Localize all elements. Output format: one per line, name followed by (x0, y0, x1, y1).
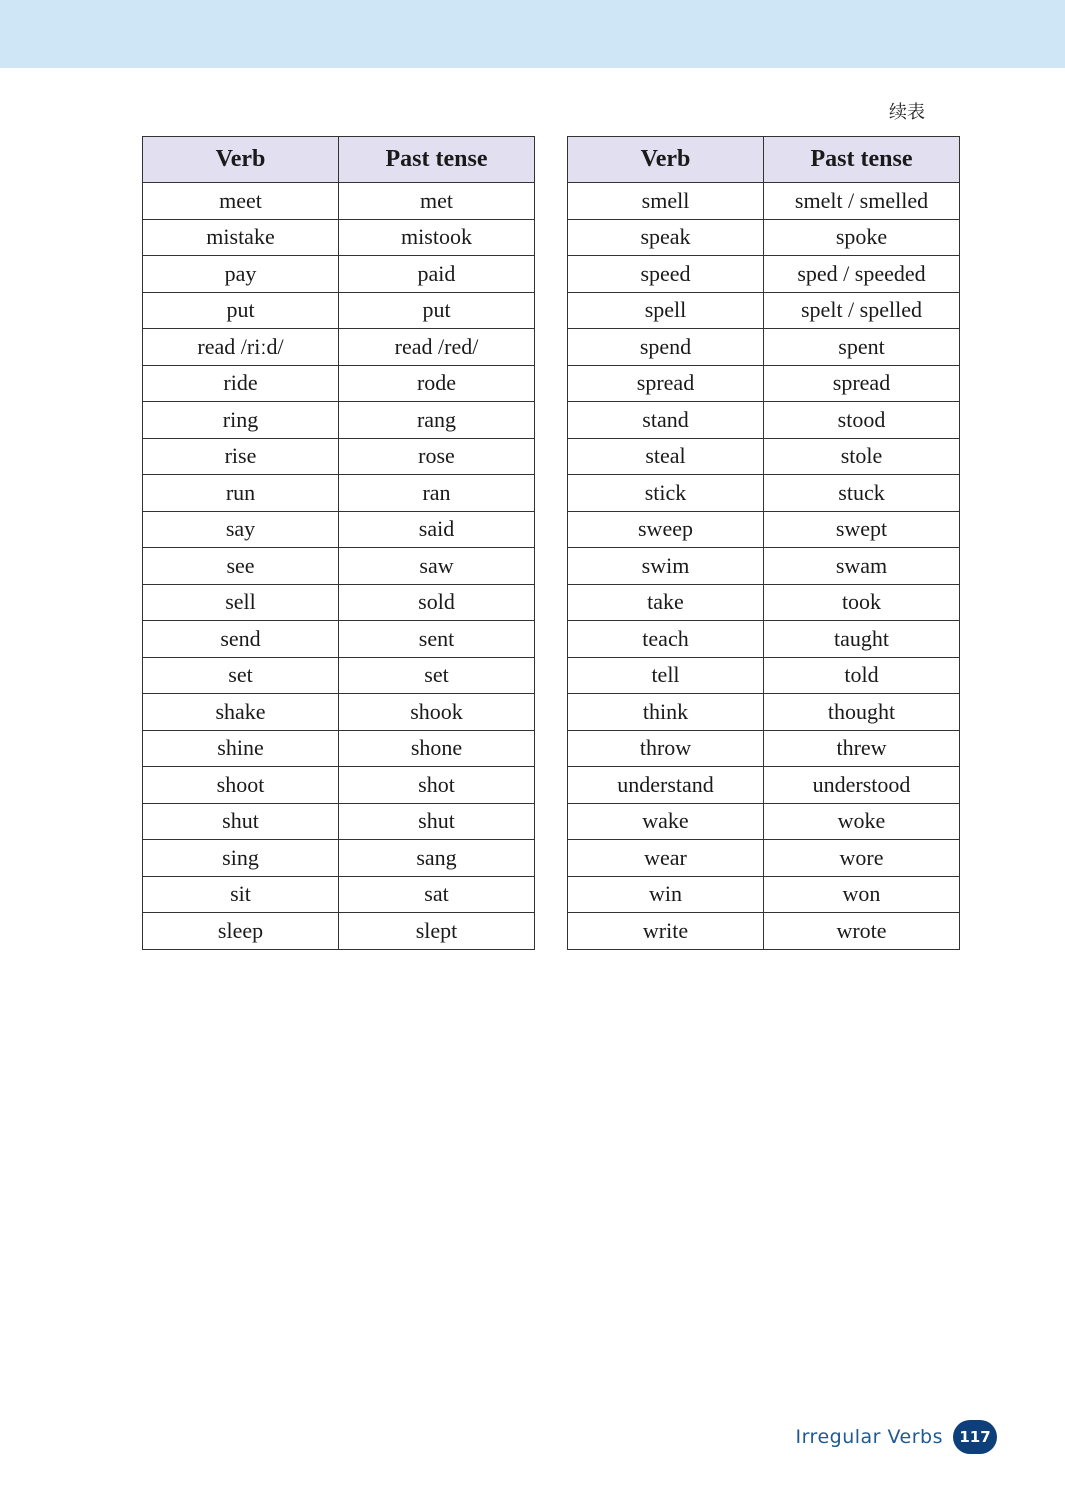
verb-cell: write (568, 913, 764, 950)
table-row (143, 256, 535, 293)
past-tense-cell: spent (764, 329, 960, 366)
table-row (143, 730, 535, 767)
verb-cell: shake (143, 694, 339, 731)
table-row (568, 402, 960, 439)
past-tense-cell: rang (339, 402, 535, 439)
table-row (143, 657, 535, 694)
past-tense-cell: wrote (764, 913, 960, 950)
header-past-tense: Past tense (764, 137, 960, 183)
past-tense-cell: put (339, 292, 535, 329)
verb-cell: sit (143, 876, 339, 913)
table-row (143, 840, 535, 877)
table-header-row (143, 137, 535, 183)
past-tense-cell: told (764, 657, 960, 694)
past-tense-cell: stood (764, 402, 960, 439)
table-header-row (568, 137, 960, 183)
page-number-badge: 117 (953, 1420, 997, 1454)
past-tense-cell: read /red/ (339, 329, 535, 366)
verb-cell: ride (143, 365, 339, 402)
table-row (568, 475, 960, 512)
past-tense-cell: taught (764, 621, 960, 658)
past-tense-cell: shut (339, 803, 535, 840)
past-tense-cell: swept (764, 511, 960, 548)
table-row (568, 730, 960, 767)
past-tense-cell: sent (339, 621, 535, 658)
verb-cell: send (143, 621, 339, 658)
table-row (568, 256, 960, 293)
past-tense-cell: sold (339, 584, 535, 621)
verb-cell: shine (143, 730, 339, 767)
verb-cell: wear (568, 840, 764, 877)
verb-cell: stand (568, 402, 764, 439)
table-row (568, 621, 960, 658)
header-verb: Verb (568, 137, 764, 183)
past-tense-cell: mistook (339, 219, 535, 256)
past-tense-cell: stole (764, 438, 960, 475)
past-tense-cell: spread (764, 365, 960, 402)
verb-cell: rise (143, 438, 339, 475)
table-row (568, 657, 960, 694)
verb-table-left-body (143, 183, 535, 950)
header-verb: Verb (143, 137, 339, 183)
table-row (143, 438, 535, 475)
table-row (568, 767, 960, 804)
past-tense-cell: rose (339, 438, 535, 475)
verb-cell: speed (568, 256, 764, 293)
verb-cell: win (568, 876, 764, 913)
table-row (568, 329, 960, 366)
table-row (568, 694, 960, 731)
past-tense-cell: understood (764, 767, 960, 804)
verb-cell: teach (568, 621, 764, 658)
table-row (143, 365, 535, 402)
table-row (568, 438, 960, 475)
table-row (568, 913, 960, 950)
past-tense-cell: said (339, 511, 535, 548)
past-tense-cell: smelt / smelled (764, 183, 960, 220)
verb-cell: read /riːd/ (143, 329, 339, 366)
table-row (143, 402, 535, 439)
verb-cell: shoot (143, 767, 339, 804)
table-row (568, 840, 960, 877)
continued-label: 续表 (889, 102, 925, 123)
table-row (568, 803, 960, 840)
verb-cell: run (143, 475, 339, 512)
table-row (568, 876, 960, 913)
past-tense-cell: thought (764, 694, 960, 731)
table-row (143, 219, 535, 256)
past-tense-cell: rode (339, 365, 535, 402)
verb-cell: spell (568, 292, 764, 329)
verb-cell: tell (568, 657, 764, 694)
page-footer (795, 1420, 997, 1454)
verb-cell: swim (568, 548, 764, 585)
verb-cell: spend (568, 329, 764, 366)
past-tense-cell: met (339, 183, 535, 220)
verb-table-right-body (568, 183, 960, 950)
past-tense-cell: swam (764, 548, 960, 585)
verb-cell: spread (568, 365, 764, 402)
table-row (143, 475, 535, 512)
verb-cell: understand (568, 767, 764, 804)
verb-cell: see (143, 548, 339, 585)
verb-cell: smell (568, 183, 764, 220)
verb-table-left (142, 136, 535, 950)
past-tense-cell: sang (339, 840, 535, 877)
verb-cell: think (568, 694, 764, 731)
past-tense-cell: took (764, 584, 960, 621)
table-row (143, 803, 535, 840)
verb-cell: sleep (143, 913, 339, 950)
table-row (143, 183, 535, 220)
past-tense-cell: sat (339, 876, 535, 913)
table-row (568, 183, 960, 220)
past-tense-cell: shone (339, 730, 535, 767)
table-row (143, 621, 535, 658)
verb-cell: shut (143, 803, 339, 840)
verb-cell: put (143, 292, 339, 329)
past-tense-cell: sped / speeded (764, 256, 960, 293)
verb-cell: sing (143, 840, 339, 877)
table-row (143, 548, 535, 585)
table-row (143, 292, 535, 329)
verb-cell: mistake (143, 219, 339, 256)
past-tense-cell: wore (764, 840, 960, 877)
table-row (143, 511, 535, 548)
table-row (568, 548, 960, 585)
past-tense-cell: spoke (764, 219, 960, 256)
top-color-band (0, 0, 1065, 68)
table-row (143, 913, 535, 950)
past-tense-cell: set (339, 657, 535, 694)
verb-cell: sell (143, 584, 339, 621)
past-tense-cell: paid (339, 256, 535, 293)
table-row (568, 511, 960, 548)
table-row (568, 365, 960, 402)
table-row (568, 292, 960, 329)
verb-cell: throw (568, 730, 764, 767)
table-row (568, 219, 960, 256)
table-row (143, 876, 535, 913)
past-tense-cell: slept (339, 913, 535, 950)
header-past-tense: Past tense (339, 137, 535, 183)
past-tense-cell: saw (339, 548, 535, 585)
verb-cell: speak (568, 219, 764, 256)
past-tense-cell: spelt / spelled (764, 292, 960, 329)
table-row (143, 584, 535, 621)
verb-cell: stick (568, 475, 764, 512)
verb-cell: steal (568, 438, 764, 475)
verb-cell: say (143, 511, 339, 548)
verb-cell: set (143, 657, 339, 694)
past-tense-cell: threw (764, 730, 960, 767)
table-row (568, 584, 960, 621)
footer-title: Irregular Verbs (795, 1426, 943, 1448)
past-tense-cell: won (764, 876, 960, 913)
verb-cell: meet (143, 183, 339, 220)
table-row (143, 694, 535, 731)
verb-cell: pay (143, 256, 339, 293)
past-tense-cell: woke (764, 803, 960, 840)
verb-table-right (567, 136, 960, 950)
table-row (143, 767, 535, 804)
verb-cell: sweep (568, 511, 764, 548)
past-tense-cell: shook (339, 694, 535, 731)
verb-cell: ring (143, 402, 339, 439)
table-row (143, 329, 535, 366)
past-tense-cell: ran (339, 475, 535, 512)
verb-cell: wake (568, 803, 764, 840)
verb-cell: take (568, 584, 764, 621)
past-tense-cell: shot (339, 767, 535, 804)
past-tense-cell: stuck (764, 475, 960, 512)
